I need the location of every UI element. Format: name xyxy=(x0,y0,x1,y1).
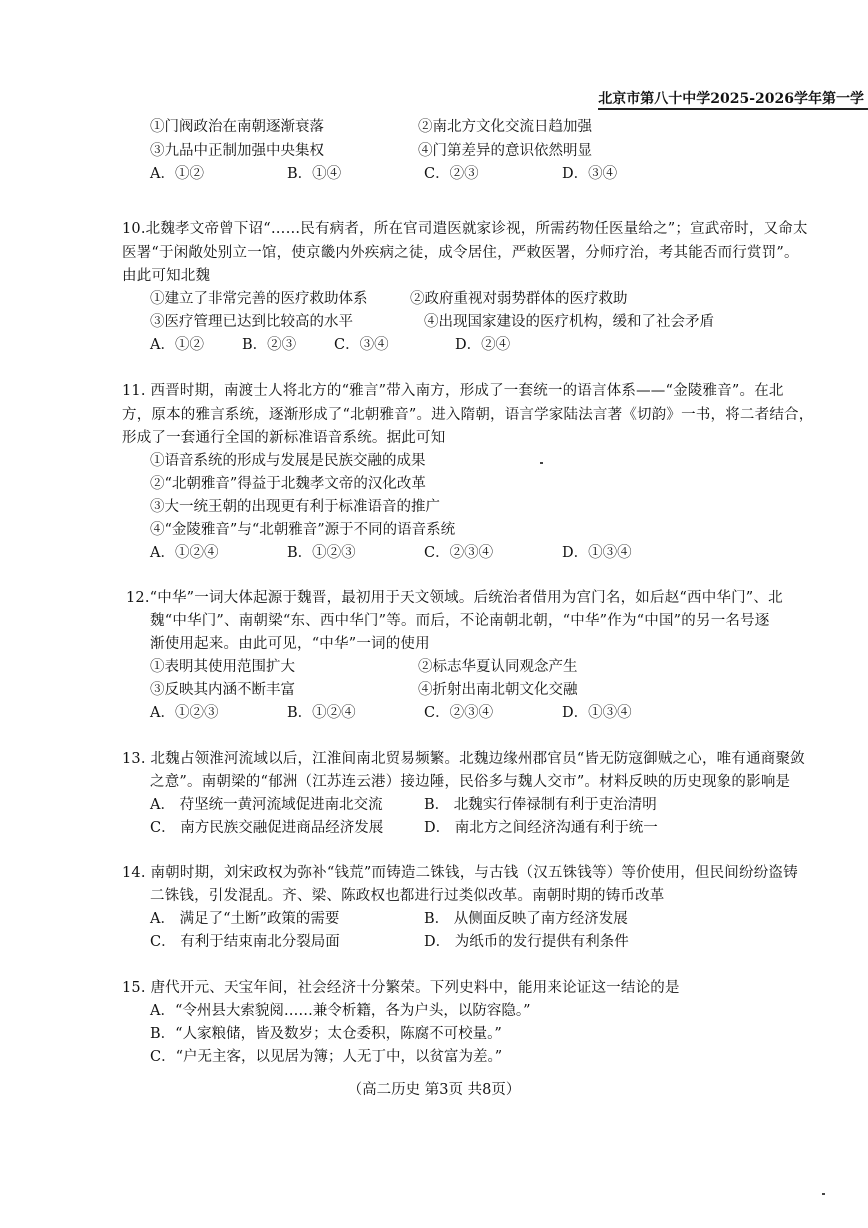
q13-option-a: A． 苻坚统一黄河流域促进南北交流 xyxy=(150,797,383,813)
q10-stem-line-2: 医署“于闲敞处别立一馆，使京畿内外疾病之徒，成令居住，严敕医署，分师疗治，考其能否而行赏罚”。 xyxy=(122,245,799,261)
q13-option-d: D． 南北方之间经济沟通有利于统一 xyxy=(424,820,658,836)
page-header: 北京市第八十中学2025-2026学年第一学 xyxy=(598,88,868,110)
q11-item-1: ①语音系统的形成与发展是民族交融的成果 xyxy=(150,453,426,469)
q11-option-a: A．①②④ xyxy=(150,545,219,561)
q12-item-2: ②标志华夏认同观念产生 xyxy=(418,659,578,675)
q11-stem-line-3: 形成了一套通行全国的新标准语音系统。据此可知 xyxy=(122,430,446,446)
q14-option-b: B． 从侧面反映了南方经济发展 xyxy=(424,911,628,927)
q9-option-b: B．①④ xyxy=(287,166,342,182)
q15-stem-line-1: 15. 唐代开元、天宝年间，社会经济十分繁荣。下列史料中，能用来论证这一结论的是 xyxy=(122,980,680,996)
q11-stem-line-1: 11. 西晋时期，南渡士人将北方的“雅言”带入南方，形成了一套统一的语言体系——“金陵雅音”。在北 xyxy=(122,383,784,399)
q11-option-b: B．①②③ xyxy=(287,545,356,561)
q12-item-3: ③反映其内涵不断丰富 xyxy=(150,682,295,698)
q10-option-d: D．②④ xyxy=(455,337,511,353)
q14-option-d: D． 为纸币的发行提供有利条件 xyxy=(424,934,629,950)
q10-option-a: A．①② xyxy=(150,337,204,353)
q9-item-3: ③九品中正制加强中央集权 xyxy=(150,143,324,159)
q10-stem-line-3: 由此可知北魏 xyxy=(122,268,211,284)
q12-stem-line-1: 12.“中华”一词大体起源于魏晋，最初用于天文领域。后统治者借用为宫门名，如后赵“西中华门”、北 xyxy=(126,590,783,606)
q13-option-c: C． 南方民族交融促进商品经济发展 xyxy=(150,820,384,836)
q9-item-2: ②南北方文化交流日趋加强 xyxy=(418,119,592,135)
q13-option-b: B． 北魏实行俸禄制有利于吏治清明 xyxy=(424,797,657,813)
q11-stem-line-2: 方，原本的雅言系统，逐渐形成了“北朝雅音”。进入隋朝，语言学家陆法言著《切韵》一书，将二者结合， xyxy=(122,407,814,423)
scan-speck xyxy=(540,462,543,464)
q10-item-4: ④出现国家建设的医疗机构，缓和了社会矛盾 xyxy=(424,314,714,330)
q10-item-3: ③医疗管理已达到比较高的水平 xyxy=(150,314,353,330)
q12-option-c: C．②③④ xyxy=(424,705,494,721)
q9-option-a: A．①② xyxy=(150,166,204,182)
q11-item-4: ④“金陵雅音”与“北朝雅音”源于不同的语音系统 xyxy=(150,522,456,538)
q11-option-c: C．②③④ xyxy=(424,545,494,561)
q10-option-c: C．③④ xyxy=(334,337,389,353)
q12-stem-line-3: 渐使用起来。由此可见，“中华”一词的使用 xyxy=(150,636,430,652)
q14-option-c: C． 有利于结束南北分裂局面 xyxy=(150,934,340,950)
q14-option-a: A． 满足了“土断”政策的需要 xyxy=(150,911,340,927)
q10-option-b: B．②③ xyxy=(242,337,297,353)
q14-stem-line-1: 14. 南朝时期，刘宋政权为弥补“钱荒”而铸造二铢钱，与古钱（汉五铢钱等）等价使用，但民间纷纷盗铸 xyxy=(122,865,798,881)
q12-stem-line-2: 魏“中华门”、南朝梁“东、西中华门”等。而后，不论南朝北朝，“中华”作为“中国”的另一名号逐 xyxy=(150,613,770,629)
q15-option-c: C．“户无主客，以见居为簿；人无丁中，以贫富为差。” xyxy=(150,1049,503,1065)
q9-item-1: ①门阀政治在南朝逐渐衰落 xyxy=(150,119,324,135)
q12-option-b: B．①②④ xyxy=(287,705,356,721)
q12-item-4: ④折射出南北朝文化交融 xyxy=(418,682,578,698)
page-footer: （高二历史 第3页 共8页） xyxy=(347,1082,521,1098)
q10-item-2: ②政府重视对弱势群体的医疗救助 xyxy=(410,291,628,307)
q9-item-4: ④门第差异的意识依然明显 xyxy=(418,143,592,159)
q11-item-3: ③大一统王朝的出现更有利于标准语音的推广 xyxy=(150,499,440,515)
q13-stem-line-1: 13. 北魏占领淮河流域以后，江淮间南北贸易频繁。北魏边缘州郡官员“皆无防寇御贼之心，唯有通商聚敛 xyxy=(122,751,805,767)
scan-speck xyxy=(822,1193,825,1195)
q9-option-c: C．②③ xyxy=(424,166,479,182)
q15-option-a: A．“令州县大索貌阅……兼令析籍，各为户头，以防容隐。” xyxy=(150,1003,531,1019)
q12-item-1: ①表明其使用范围扩大 xyxy=(150,659,295,675)
q10-stem-line-1: 10.北魏孝文帝曾下诏“……民有病者，所在官司遣医就家诊视，所需药物任医量给之”；宣武帝时，又命太 xyxy=(122,221,808,237)
q11-option-d: D．①③④ xyxy=(562,545,632,561)
q14-stem-line-2: 二铢钱，引发混乱。齐、梁、陈政权也都进行过类似改革。南朝时期的铸币改革 xyxy=(150,888,665,904)
q12-option-d: D．①③④ xyxy=(562,705,632,721)
q9-option-d: D．③④ xyxy=(562,166,618,182)
q12-option-a: A．①②③ xyxy=(150,705,219,721)
q11-item-2: ②“北朝雅音”得益于北魏孝文帝的汉化改革 xyxy=(150,476,426,492)
q15-option-b: B．“人家粮储，皆及数岁；太仓委积，陈腐不可校量。” xyxy=(150,1026,502,1042)
q10-item-1: ①建立了非常完善的医疗救助体系 xyxy=(150,291,368,307)
q13-stem-line-2: 之意”。南朝梁的“郁洲（江苏连云港）接边陲，民俗多与魏人交市”。材料反映的历史现象的影响是 xyxy=(150,774,791,790)
